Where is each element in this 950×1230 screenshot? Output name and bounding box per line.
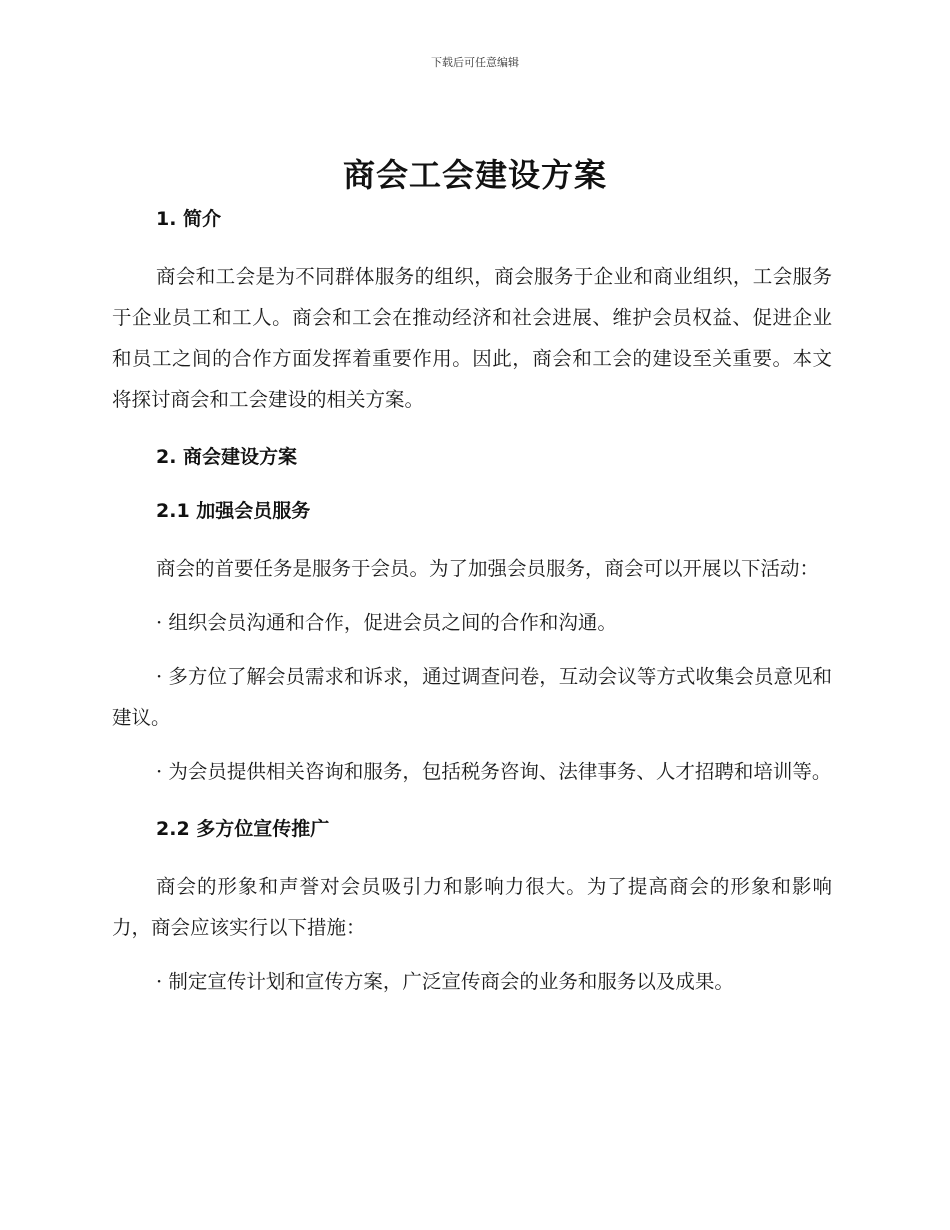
bullet-item: · 多方位了解会员需求和诉求，通过调查问卷，互动会议等方式收集会员意见和建议。 xyxy=(112,665,832,729)
bullet-item: · 制定宣传计划和宣传方案，广泛宣传商会的业务和服务以及成果。 xyxy=(156,970,734,993)
subsection-heading-promotion: 2.2 多方位宣传推广 xyxy=(156,818,330,840)
document-body xyxy=(112,202,832,1002)
section-heading-chamber-plan: 2. 商会建设方案 xyxy=(156,446,298,468)
document-title: 商会工会建设方案 xyxy=(342,156,607,194)
bullet-item: · 组织会员沟通和合作，促进会员之间的合作和沟通。 xyxy=(156,611,617,634)
member-service-paragraph: 商会的首要任务是服务于会员。为了加强会员服务，商会可以开展以下活动： xyxy=(156,557,820,580)
promotion-paragraph: 商会的形象和声誉对会员吸引力和影响力很大。为了提高商会的形象和影响力，商会应该实行以下措施： xyxy=(112,875,832,939)
bullet-item: · 为会员提供相关咨询和服务，包括税务咨询、法律事务、人才招聘和培训等。 xyxy=(156,760,832,783)
section-heading-intro: 1. 简介 xyxy=(156,208,222,230)
header-note: 下载后可任意编辑 xyxy=(431,56,519,69)
subsection-heading-member-service: 2.1 加强会员服务 xyxy=(156,500,311,522)
intro-paragraph: 商会和工会是为不同群体服务的组织，商会服务于企业和商业组织，工会服务于企业员工和工人。商会和工会在推动经济和社会进展、维护会员权益、促进企业和员工之间的合作方面发挥着重要作用。因此，商会和工会的建设至关重要。本文将探讨商会和工会建设的相关方案。 xyxy=(112,265,832,411)
